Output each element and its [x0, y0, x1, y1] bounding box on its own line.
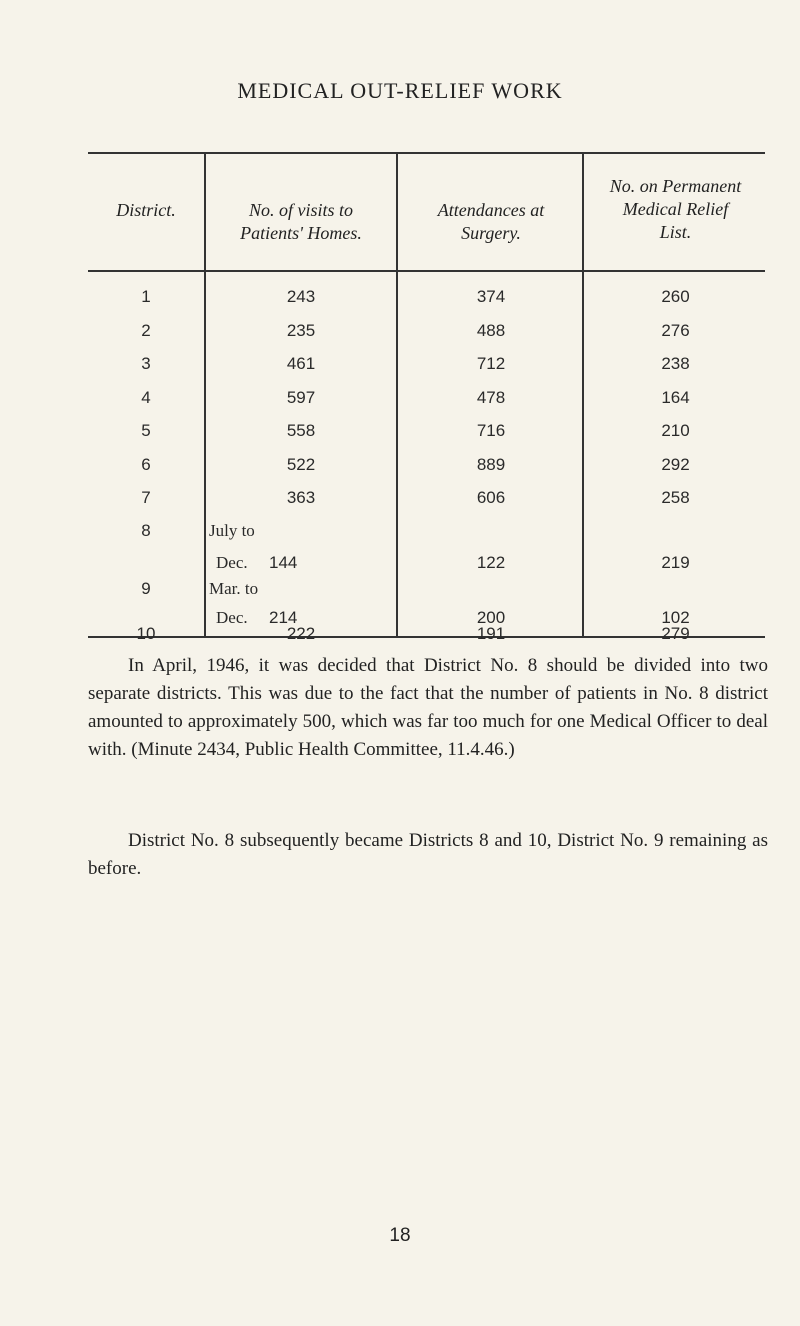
header-district: District.	[116, 200, 176, 220]
attendances-cell: 374	[476, 287, 506, 306]
district-cell: 3	[141, 354, 151, 373]
district-cell: 9	[141, 579, 151, 598]
header-visits: No. of visits to Patients' Homes.	[240, 200, 362, 243]
district-cell: 1	[141, 287, 151, 306]
visits-cell: 243	[286, 287, 316, 306]
header-attendances: Attendances at Surgery.	[437, 200, 545, 243]
table-header-rule	[88, 270, 765, 272]
header-permanent-list: No. on Permanent Medical Relief List.	[609, 176, 742, 242]
statistics-table	[88, 152, 765, 638]
body-paragraph: District No. 8 subsequently became Districts 8 and 10, District No. 9 remaining as before.	[88, 830, 768, 879]
permanent-cell: 260	[661, 287, 690, 306]
visits-cell: 235	[286, 321, 316, 340]
attendances-cell: 889	[476, 455, 506, 474]
visits-cell: 558	[286, 421, 316, 440]
attendances-cell: 712	[476, 354, 506, 373]
body-paragraph: In April, 1946, it was decided that District No. 8 should be divided into two separate districts. This was due to the fact that the number of patients in No. 8 district amounted to approximately 500, which was far too much for one Medical Officer to deal with. (Minute 2434, Public Health Committee, 11.4.46.)	[88, 655, 768, 760]
district-cell: 5	[141, 421, 151, 440]
attendances-cell: 606	[476, 488, 506, 507]
permanent-cell: 292	[661, 455, 690, 474]
page-title: MEDICAL OUT-RELIEF WORK	[237, 78, 563, 103]
visits-cell: 214	[269, 608, 298, 627]
visits-period-end: Dec.	[216, 553, 248, 572]
table-top-rule	[88, 152, 765, 154]
visits-cell: 522	[286, 455, 316, 474]
permanent-cell: 279	[661, 624, 690, 643]
permanent-cell: 210	[661, 421, 690, 440]
visits-period-end: Dec.	[216, 608, 248, 627]
district-cell: 7	[141, 488, 151, 507]
permanent-cell: 219	[661, 553, 690, 572]
district-cell: 4	[141, 388, 151, 407]
visits-cell: 597	[286, 388, 316, 407]
permanent-cell: 258	[661, 488, 690, 507]
attendances-cell: 191	[476, 624, 506, 643]
attendances-cell: 122	[476, 553, 506, 572]
visits-cell: 222	[286, 624, 316, 643]
visits-cell: 144	[269, 553, 298, 572]
district-cell: 6	[141, 455, 151, 474]
attendances-cell: 200	[476, 608, 506, 627]
visits-cell: 461	[286, 354, 316, 373]
attendances-cell: 488	[476, 321, 506, 340]
permanent-cell: 102	[661, 608, 690, 627]
district-cell: 2	[141, 321, 151, 340]
permanent-cell: 164	[661, 388, 690, 407]
page-number: 18	[389, 1225, 411, 1246]
attendances-cell: 478	[476, 388, 506, 407]
visits-period-note: Mar. to	[209, 579, 259, 598]
district-cell: 10	[136, 624, 156, 643]
visits-cell: 363	[286, 488, 316, 507]
attendances-cell: 716	[476, 421, 506, 440]
district-cell: 8	[141, 521, 151, 540]
visits-period-note: July to	[209, 521, 255, 540]
permanent-cell: 276	[661, 321, 690, 340]
permanent-cell: 238	[661, 354, 690, 373]
